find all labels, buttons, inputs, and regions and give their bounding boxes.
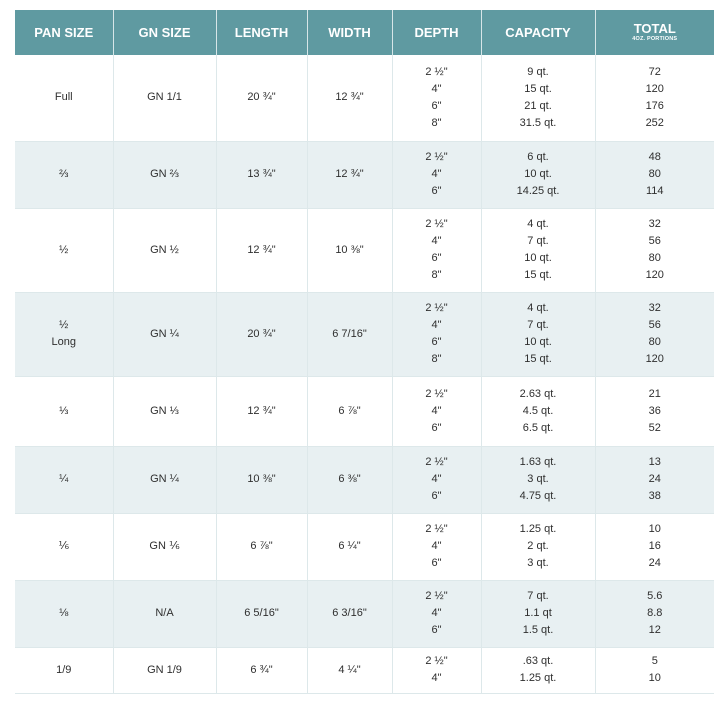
total-value: 80 (648, 336, 661, 348)
capacity-value: 3 qt. (527, 473, 549, 485)
total-value: 24 (648, 557, 661, 569)
cell-capacity (481, 446, 595, 513)
cell-pan-size (15, 376, 113, 446)
total-value: 120 (645, 82, 664, 95)
pan-size-value: ⅓ (59, 404, 69, 417)
table-row (15, 55, 714, 141)
depth-value: 6" (431, 421, 442, 434)
cell-capacity (481, 55, 595, 141)
cell-depth (392, 141, 481, 208)
gn-size-value: GN ⅔ (150, 168, 179, 180)
depth-value: 2 ½" (425, 655, 448, 667)
total-value: 80 (648, 252, 661, 264)
total-value: 80 (648, 168, 661, 180)
length-value: 6 ⅞" (250, 540, 273, 552)
pan-size-value: ⅔ (59, 168, 69, 180)
cell-depth (392, 376, 481, 446)
pan-size-value-line2: Long (51, 336, 76, 348)
total-value: 56 (648, 235, 661, 247)
total-value: 12 (648, 624, 661, 636)
capacity-value: 1.25 qt. (519, 523, 557, 535)
total-value: 72 (648, 65, 661, 78)
cell-length (216, 141, 307, 208)
cell-gn-size (113, 446, 216, 513)
depth-value: 6" (431, 336, 442, 348)
cell-capacity (481, 647, 595, 693)
total-value: 10 (648, 523, 661, 535)
pan-size-value: Full (54, 91, 73, 104)
cell-depth (392, 513, 481, 580)
cell-pan-size (15, 141, 113, 208)
gn-size-value: GN 1/9 (147, 663, 182, 676)
cell-length (216, 292, 307, 376)
depth-value: 4" (431, 672, 442, 684)
pan-size-value: ⅛ (59, 607, 69, 619)
capacity-value: 15 qt. (524, 353, 552, 365)
length-value: 6 5/16" (244, 607, 279, 619)
cell-depth (392, 55, 481, 141)
total-value: 32 (648, 218, 661, 230)
header-gn-size: GN SIZE (113, 10, 216, 55)
capacity-value: 1.5 qt. (522, 624, 554, 636)
total-value: 52 (648, 421, 661, 434)
depth-value: 8" (431, 353, 442, 365)
header-width: WIDTH (307, 10, 392, 55)
depth-value: 6" (431, 490, 442, 502)
width-value: 6 ⅞" (338, 404, 361, 417)
depth-value: 2 ½" (425, 302, 448, 314)
header-total-sublabel: 4OZ. PORTIONS (632, 35, 678, 42)
pan-size-value: ½ (59, 319, 69, 331)
depth-value: 6" (431, 99, 442, 112)
cell-capacity (481, 141, 595, 208)
capacity-value: 6.5 qt. (522, 421, 554, 434)
depth-value: 8" (431, 269, 442, 281)
gn-size-value: GN ¼ (150, 327, 179, 340)
cell-width (307, 292, 392, 376)
table-header (15, 10, 714, 55)
depth-value: 4" (431, 319, 442, 331)
capacity-value: 15 qt. (524, 82, 552, 95)
cell-width (307, 580, 392, 647)
total-value: 114 (645, 185, 664, 197)
length-value: 12 ¾" (247, 404, 276, 417)
depth-value: 4" (431, 235, 442, 247)
depth-value: 2 ½" (425, 151, 448, 163)
cell-pan-size (15, 513, 113, 580)
depth-value: 2 ½" (425, 387, 448, 400)
cell-total (595, 580, 714, 647)
capacity-value: 14.25 qt. (516, 185, 560, 197)
table-row (15, 292, 714, 376)
length-value: 10 ⅜" (247, 473, 276, 485)
header-pan-size: PAN SIZE (15, 10, 113, 55)
depth-value: 2 ½" (425, 218, 448, 230)
cell-width (307, 647, 392, 693)
cell-depth (392, 647, 481, 693)
total-value: 10 (648, 672, 661, 684)
capacity-value: 4.75 qt. (519, 490, 557, 502)
cell-length (216, 55, 307, 141)
capacity-value: 10 qt. (524, 336, 552, 348)
table-row (15, 208, 714, 292)
header-depth: DEPTH (392, 10, 481, 55)
capacity-value: 1.63 qt. (519, 456, 557, 468)
depth-value: 4" (431, 404, 442, 417)
cell-capacity (481, 376, 595, 446)
cell-length (216, 208, 307, 292)
cell-total (595, 513, 714, 580)
cell-gn-size (113, 647, 216, 693)
width-value: 6 ⅜" (338, 473, 361, 485)
pan-size-value: ¼ (59, 473, 69, 485)
capacity-value: 1.1 qt (524, 607, 552, 619)
total-value: 252 (645, 116, 664, 129)
header-capacity: CAPACITY (481, 10, 595, 55)
cell-capacity (481, 292, 595, 376)
length-value: 12 ¾" (247, 243, 276, 256)
total-value: 48 (648, 151, 661, 163)
capacity-value: 15 qt. (524, 269, 552, 281)
length-value: 6 ¾" (250, 663, 273, 676)
depth-value: 6" (431, 624, 442, 636)
cell-pan-size (15, 292, 113, 376)
cell-gn-size (113, 513, 216, 580)
cell-capacity (481, 580, 595, 647)
cell-gn-size (113, 580, 216, 647)
capacity-value: 7 qt. (527, 235, 549, 247)
table-row (15, 580, 714, 647)
gn-size-value: GN 1/1 (147, 91, 182, 104)
total-value: 24 (648, 473, 661, 485)
cell-capacity (481, 208, 595, 292)
cell-width (307, 513, 392, 580)
total-value: 8.8 (647, 607, 663, 619)
cell-depth (392, 580, 481, 647)
depth-value: 4" (431, 607, 442, 619)
total-value: 38 (648, 490, 661, 502)
length-value: 20 ¾" (247, 91, 276, 104)
depth-value: 4" (431, 168, 442, 180)
capacity-value: 7 qt. (527, 319, 549, 331)
gn-size-value: N/A (155, 607, 174, 619)
cell-length (216, 647, 307, 693)
width-value: 6 ¼" (338, 540, 361, 552)
depth-value: 6" (431, 185, 442, 197)
cell-total (595, 55, 714, 141)
capacity-value: 10 qt. (524, 252, 552, 264)
cell-length (216, 376, 307, 446)
total-value: 56 (648, 319, 661, 331)
cell-depth (392, 446, 481, 513)
depth-value: 8" (431, 116, 442, 129)
length-value: 13 ¾" (247, 168, 276, 180)
cell-total (595, 647, 714, 693)
total-value: 21 (648, 387, 661, 400)
cell-length (216, 446, 307, 513)
total-value: 32 (648, 302, 661, 314)
cell-width (307, 208, 392, 292)
table-row (15, 376, 714, 446)
total-value: 5 (651, 655, 658, 667)
depth-value: 6" (431, 252, 442, 264)
total-value: 120 (645, 269, 664, 281)
width-value: 12 ¾" (335, 168, 364, 180)
total-value: 120 (645, 353, 664, 365)
capacity-value: 4 qt. (527, 218, 549, 230)
pan-size-table (15, 10, 714, 694)
depth-value: 2 ½" (425, 523, 448, 535)
cell-depth (392, 292, 481, 376)
total-value: 13 (648, 456, 661, 468)
table-row (15, 141, 714, 208)
depth-value: 2 ½" (425, 65, 448, 78)
capacity-value: 4.5 qt. (522, 404, 554, 417)
table-row (15, 647, 714, 693)
depth-value: 4" (431, 473, 442, 485)
cell-total (595, 208, 714, 292)
width-value: 4 ¼" (338, 663, 361, 676)
cell-pan-size (15, 647, 113, 693)
length-value: 20 ¾" (247, 327, 276, 340)
capacity-value: 2.63 qt. (519, 387, 557, 400)
capacity-value: 3 qt. (527, 557, 549, 569)
capacity-value: 4 qt. (527, 302, 549, 314)
cell-total (595, 446, 714, 513)
cell-pan-size (15, 55, 113, 141)
pan-size-value: ⅙ (58, 540, 70, 552)
capacity-value: 1.25 qt. (519, 672, 557, 684)
header-length: LENGTH (216, 10, 307, 55)
cell-width (307, 376, 392, 446)
cell-width (307, 446, 392, 513)
cell-length (216, 513, 307, 580)
total-value: 16 (648, 540, 661, 552)
cell-width (307, 55, 392, 141)
pan-size-value: 1/9 (56, 663, 72, 676)
table-body (15, 55, 714, 693)
capacity-value: .63 qt. (522, 655, 554, 667)
cell-gn-size (113, 376, 216, 446)
cell-width (307, 141, 392, 208)
total-value: 176 (645, 99, 664, 112)
header-total-label: TOTAL (633, 21, 676, 37)
capacity-value: 31.5 qt. (519, 116, 557, 129)
width-value: 6 3/16" (332, 607, 367, 619)
cell-length (216, 580, 307, 647)
cell-total (595, 292, 714, 376)
capacity-value: 7 qt. (527, 590, 549, 602)
capacity-value: 21 qt. (524, 99, 552, 112)
width-value: 10 ⅜" (335, 243, 364, 256)
depth-value: 4" (431, 540, 442, 552)
cell-gn-size (113, 292, 216, 376)
width-value: 6 7/16" (332, 327, 367, 340)
total-value: 5.6 (647, 590, 663, 602)
pan-size-value: ½ (59, 243, 69, 256)
capacity-value: 10 qt. (524, 168, 552, 180)
table-row (15, 446, 714, 513)
depth-value: 4" (431, 82, 442, 95)
gn-size-value: GN ⅙ (149, 540, 180, 552)
header-total (595, 10, 714, 55)
depth-value: 2 ½" (425, 456, 448, 468)
cell-gn-size (113, 55, 216, 141)
depth-value: 6" (431, 557, 442, 569)
cell-total (595, 376, 714, 446)
depth-value: 2 ½" (425, 590, 448, 602)
width-value: 12 ¾" (335, 91, 364, 104)
gn-size-value: GN ⅓ (150, 404, 179, 417)
gn-size-value: GN ¼ (150, 473, 179, 485)
cell-pan-size (15, 446, 113, 513)
capacity-value: 9 qt. (527, 65, 549, 78)
cell-gn-size (113, 141, 216, 208)
total-value: 36 (648, 404, 661, 417)
cell-pan-size (15, 208, 113, 292)
cell-capacity (481, 513, 595, 580)
capacity-value: 2 qt. (527, 540, 549, 552)
table-row (15, 513, 714, 580)
cell-total (595, 141, 714, 208)
header-row (15, 10, 714, 55)
gn-size-value: GN ½ (150, 243, 179, 256)
cell-depth (392, 208, 481, 292)
cell-gn-size (113, 208, 216, 292)
capacity-value: 6 qt. (527, 151, 549, 163)
cell-pan-size (15, 580, 113, 647)
